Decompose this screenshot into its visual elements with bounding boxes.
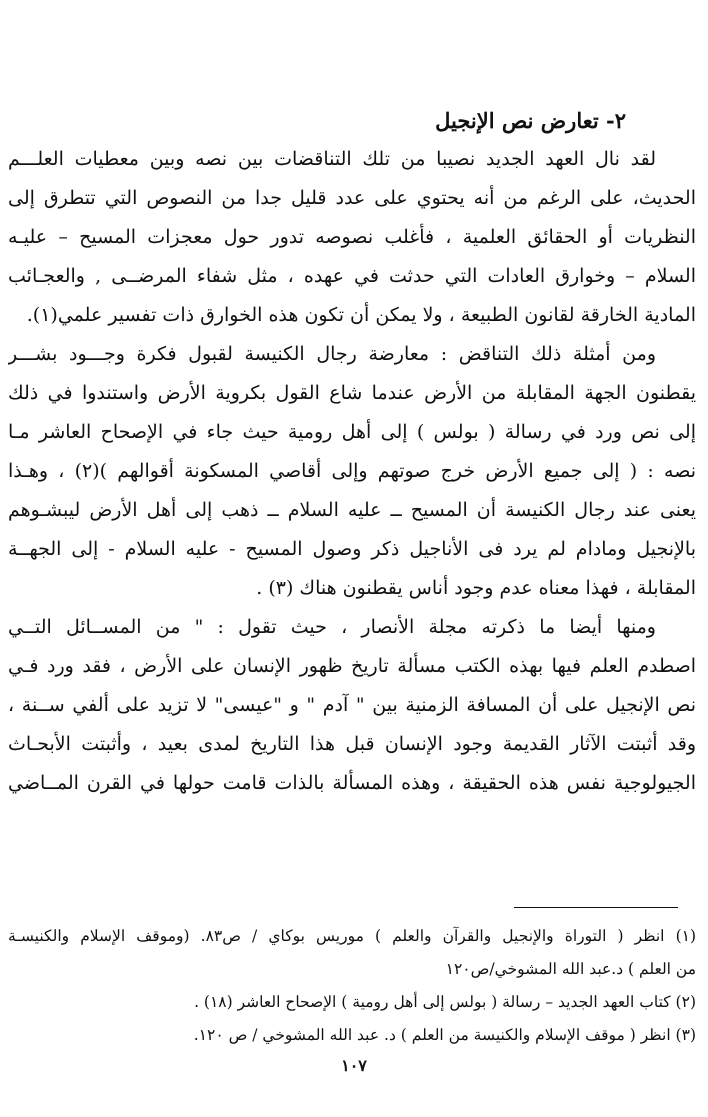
body-line: إلى نص ورد في رسالة ( بولس ) إلى أهل رومية حيث جاء في الإصحاح العاشر مـا	[8, 421, 696, 443]
body-line: المادية الخارقة لقانون الطبيعة ، ولا يمكن أن تكون هذه الخوارق ذات تفسير علمي(١).	[26, 304, 696, 326]
body-line: نصه : ( إلى جميع الأرض خرج صوتهم وإلى أقاصي المسكونة أقوالهم )(٢) ، وهـذا	[8, 460, 696, 482]
body-line: بالإنجيل ومادام لم يرد فى الأناجيل ذكر وصول المسيح - عليه السلام - إلى الجهــة	[8, 538, 696, 560]
body-line: المقابلة ، فهذا معناه عدم وجود أناس يقطنون هناك (٣) .	[256, 577, 696, 599]
body-line: ومن أمثلة ذلك التناقض : معارضة رجال الكنيسة لقبول فكرة وجـــود بشـــر	[8, 343, 656, 365]
body-line: نص الإنجيل على أن المسافة الزمنية بين " آدم " و "عيسى" لا تزيد على ألفي ســنة ،	[8, 694, 696, 716]
body-line: وقد أثبتت الآثار القديمة وجود الإنسان قبل هذا التاريخ لمدى بعيد ، وأثبتت الأبحـاث	[8, 733, 696, 755]
body-line: ومنها أيضا ما ذكرته مجلة الأنصار ، حيث تقول : " من المســائل التــي	[8, 616, 656, 638]
footnote-line: من العلم ) د.عبد الله المشوخي/ص١٢٠	[445, 960, 696, 978]
footnote-divider	[514, 907, 678, 908]
body-line: النظريات أو الحقائق العلمية ، فأغلب نصوصه تدور حول معجزات المسيح – عليـه	[8, 226, 696, 248]
footnote-line: (٢) كتاب العهد الجديد – رسالة ( بولس إلى أهل رومية ) الإصحاح العاشر (١٨) .	[194, 993, 696, 1011]
section-heading: ٢- تعارض نص الإنجيل	[435, 108, 626, 133]
footnote-line: (١) انظر ( التوراة والإنجيل والقرآن والعلم ) موريس بوكاي / ص٨٣. (وموقف الإسلام والكنيسـة	[8, 927, 696, 945]
footnote-line: (٣) انظر ( موقف الإسلام والكنيسة من العلم ) د. عبد الله المشوخي / ص ١٢٠.	[193, 1026, 696, 1044]
body-text	[8, 140, 696, 803]
body-line: يعنى عند رجال الكنيسة أن المسيح ــ عليه السلام ــ ذهب إلى أهل الأرض ليبشـوهم	[8, 499, 696, 521]
body-line: الجيولوجية نفس هذه الحقيقة ، وهذه المسألة بالذات قامت حولها في القرن المــاضي	[8, 772, 696, 794]
page-number: ١٠٧	[341, 1056, 367, 1075]
footnotes	[8, 920, 696, 1052]
body-line: لقد نال العهد الجديد نصيبا من تلك التناقضات بين نصه وبين معطيات العلـــم	[8, 148, 656, 170]
body-line: اصطدم العلم فيها بهذه الكتب مسألة تاريخ ظهور الإنسان على الأرض ، فقد ورد فـي	[8, 655, 696, 677]
body-line: السلام – وخوارق العادات التي حدثت في عهده ، مثل شفاء المرضــى , والعجـائب	[8, 265, 696, 287]
body-line: الحديث، على الرغم من أنه يحتوي على عدد قليل جدا من النصوص التي تتطرق إلى	[8, 187, 696, 209]
body-line: يقطنون الجهة المقابلة من الأرض عندما شاع القول بكروية الأرض واستندوا في ذلك	[8, 382, 696, 404]
